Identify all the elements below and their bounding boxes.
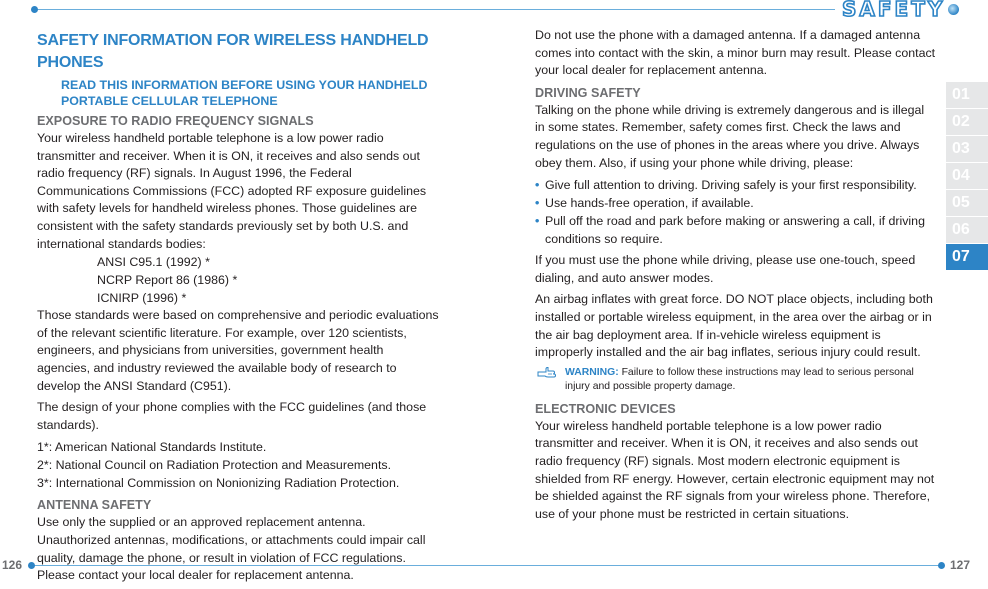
header-rule — [35, 9, 835, 10]
tab-chapter-06[interactable]: 06 — [946, 217, 988, 243]
driving-safety-heading: DRIVING SAFETY — [535, 85, 641, 100]
footnote-item: 1*: American National Standards Institute. — [37, 440, 267, 455]
warning-text: Failure to follow these instructions may lead to serious personal injury and possible property damage. — [565, 366, 914, 392]
driving-bullet-list — [535, 176, 937, 248]
rf-exposure-heading: EXPOSURE TO RADIO FREQUENCY SIGNALS — [37, 114, 314, 128]
driving-safety-paragraph: Talking on the phone while driving is extremely dangerous and is illegal in some states. Remember, safety comes first. Check the laws and regulations on the use of phones in the areas where you drive. Always obey them. Also, if using your phone while driving, please: — [535, 102, 925, 170]
standards-list — [37, 253, 439, 307]
tab-chapter-05[interactable]: 05 — [946, 190, 988, 216]
footer-rule — [32, 565, 942, 566]
airbag-paragraph: An airbag inflates with great force. DO NOT place objects, including both installed or portable wireless equipment, in the area over the airbag or in the air bag deployment area. If in-vehicle wireless equipment is improperly installed and the air bag inflates, serious injury could result. — [535, 292, 933, 360]
chapter-tabs — [946, 82, 988, 271]
standards-basis-paragraph: Those standards were based on comprehensive and periodic evaluations of the relevant scientific literature. For example, over 120 scientists, engineers, and physicians from universities, government health agencies, and industry reviewed the available body of research to develop the ANSI Standard (C951). — [37, 308, 439, 393]
list-item: • Use hands-free operation, if available. — [535, 194, 937, 212]
antenna-safety-heading: ANTENNA SAFETY — [37, 498, 152, 513]
right-page-content — [535, 27, 937, 527]
warning-label: WARNING: — [565, 366, 619, 378]
footnote-item: 2*: National Council on Radiation Protection and Measurements. — [37, 458, 392, 473]
list-item: • Pull off the road and park before making or answering a call, if driving conditions so require. — [535, 212, 937, 248]
electronic-devices-paragraph: Your wireless handheld portable telephone is a low power radio transmitter and receiver. When it is ON, it receives and also sends out radio frequency (RF) signals. Most modern electronic equipment is shielded from RF energy. However, certain electronic equipment may not be shielded against the RF signals from your wireless phone. Therefore, use of your phone must be restricted in certain situations. — [535, 418, 935, 521]
footer-rule-dot-right — [938, 562, 945, 569]
subtitle-line-2: PORTABLE CELLULAR TELEPHONE — [61, 94, 278, 108]
footnotes — [37, 438, 439, 492]
standard-item: NCRP Report 86 (1986) * — [97, 273, 238, 288]
hand-pointer-icon — [537, 366, 559, 380]
left-page-content — [37, 30, 439, 589]
tab-chapter-02[interactable]: 02 — [946, 109, 988, 135]
header-orb-icon — [948, 4, 959, 15]
footer-rule-dot-left — [28, 562, 35, 569]
antenna-continued-paragraph: Do not use the phone with a damaged antenna. If a damaged antenna comes into contact with the skin, a minor burn may result. Please contact your local dealer for replacement antenna. — [535, 28, 936, 78]
section-title: SAFETY — [842, 0, 946, 21]
electronic-devices-heading: ELECTRONIC DEVICES — [535, 401, 676, 416]
footnote-item: 3*: International Commission on Nonionizing Radiation Protection. — [37, 476, 400, 491]
page-title: SAFETY INFORMATION FOR WIRELESS HANDHELD PHONES — [37, 32, 429, 71]
tab-chapter-03[interactable]: 03 — [946, 136, 988, 162]
driving-modes-paragraph: If you must use the phone while driving, please use one-touch, speed dialing, and auto answer modes. — [535, 253, 916, 285]
tab-chapter-07[interactable]: 07 — [946, 244, 988, 270]
header-rule-dot-left — [31, 6, 38, 13]
rf-exposure-paragraph: Your wireless handheld portable telephone is a low power radio transmitter and receiver. When it is ON, it receives and also sends out radio frequency (RF) signals. In August 1996, the Federal Communications Commissions (FCC) adopted RF exposure guidelines with safety levels for handheld wireless phones. Those guidelines are consistent with the safety standards previously set by both U.S. and international standards bodies: — [37, 131, 427, 251]
standard-item: ICNIRP (1996) * — [97, 291, 187, 306]
tab-chapter-04[interactable]: 04 — [946, 163, 988, 189]
standard-item: ANSI C95.1 (1992) * — [97, 255, 210, 270]
warning-note — [535, 366, 937, 394]
subtitle-line-1: READ THIS INFORMATION BEFORE USING YOUR HANDHELD — [61, 78, 428, 92]
right-page-number: 127 — [950, 558, 971, 572]
left-page-number: 126 — [2, 558, 23, 572]
fcc-compliance-paragraph: The design of your phone complies with the FCC guidelines (and those standards). — [37, 400, 427, 432]
tab-chapter-01[interactable]: 01 — [946, 82, 988, 108]
list-item: • Give full attention to driving. Driving safely is your first responsibility. — [535, 176, 937, 194]
antenna-safety-paragraph: Use only the supplied or an approved replacement antenna. Unauthorized antennas, modifications, or attachments could impair call quality, damage the phone, or result in violation of FCC regulations. Please contact your local dealer for replacement antenna. — [37, 515, 426, 583]
